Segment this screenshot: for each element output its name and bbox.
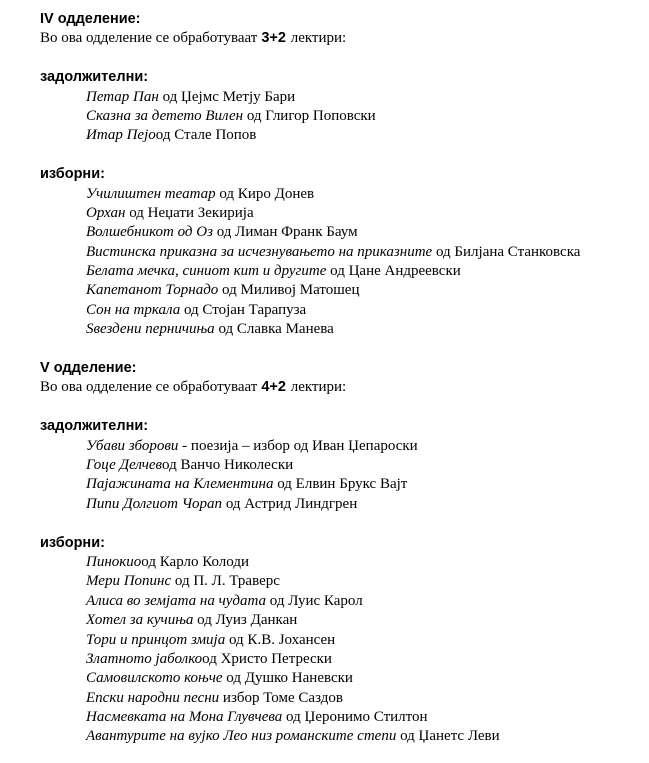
list-item — [40, 708, 640, 727]
book-title: Пипи Долгиот Чорап — [86, 495, 223, 512]
book-title: Училиштен театар — [86, 185, 216, 202]
book-title: Епски народни песни — [86, 689, 220, 706]
book-author: од Стале Попов — [155, 127, 257, 144]
intro-count: 4+2 — [261, 379, 286, 396]
list-item — [40, 611, 640, 630]
list-item — [40, 262, 640, 281]
spacer — [40, 146, 640, 165]
list-item — [40, 475, 640, 494]
list-item — [40, 495, 640, 514]
book-title: Самовилското коњче — [86, 670, 223, 687]
book-author: од Киро Донев — [215, 185, 315, 202]
mandatory-label: задолжителни: — [40, 69, 149, 86]
list-item — [40, 631, 640, 650]
list-item — [40, 243, 640, 262]
book-title: Хотел за кучиња — [86, 612, 194, 629]
book-author: од Елвин Брукс Вајт — [273, 476, 408, 493]
intro-count: 3+2 — [261, 30, 286, 47]
book-title: Убави зборови — [86, 437, 179, 454]
list-item — [40, 437, 640, 456]
book-author: од Христо Петрески — [202, 650, 332, 667]
spacer — [40, 398, 640, 417]
book-title: Мери Попинс — [86, 573, 172, 590]
book-title: Волшебникот од Оз — [86, 224, 213, 241]
book-title: Сказна за детето Вилен — [86, 107, 244, 124]
list-item — [40, 281, 640, 300]
list-item — [40, 301, 640, 320]
book-title: Вистинска приказна за исчезнувањето на приказните — [86, 243, 433, 260]
spacer — [40, 340, 640, 359]
book-author: од К.В. Јохансен — [225, 631, 336, 648]
list-item — [40, 456, 640, 475]
document-page — [40, 10, 640, 747]
book-author: од Цане Андреевски — [326, 263, 461, 280]
list-item — [40, 204, 640, 223]
book-title: Пинокио — [86, 553, 142, 570]
book-author: од Ванчо Николески — [162, 456, 294, 473]
list-item — [40, 572, 640, 591]
book-author: од Неџати Зекирија — [125, 204, 254, 221]
section-intro — [40, 29, 640, 48]
book-author: од Лиман Франк Баум — [212, 224, 358, 241]
book-author: од Луис Карол — [266, 592, 363, 609]
book-author: од Астрид Линдгрен — [222, 495, 358, 512]
list-item — [40, 185, 640, 204]
list-item — [40, 669, 640, 688]
book-author: избор Томе Саздов — [219, 689, 343, 706]
book-author: од Карло Колоди — [141, 553, 250, 570]
book-title: Капетанот Торнадо — [86, 282, 219, 299]
book-title: Насмевката на Мона Глувчева — [86, 709, 283, 726]
book-title: Сон на тркала — [86, 301, 181, 318]
list-item — [40, 223, 640, 242]
spacer — [40, 514, 640, 533]
book-author: од Луиз Данкан — [193, 612, 298, 629]
intro-suffix: лектири: — [290, 30, 347, 47]
book-title: Алиса во земјата на чудата — [86, 592, 266, 609]
book-title: Авантурите на вујко Лео низ романските степи — [86, 728, 397, 745]
book-title: Златното јаболко — [86, 650, 203, 667]
list-item — [40, 88, 640, 107]
book-author: од Билјана Станковска — [432, 243, 581, 260]
book-title: Тори и принцот змија — [86, 631, 226, 648]
book-author: од Глигор Поповски — [243, 107, 376, 124]
book-author: од Душко Наневски — [222, 670, 353, 687]
section-heading: IV одделение: — [40, 11, 141, 27]
list-item — [40, 650, 640, 669]
book-author: од Џеронимо Стилтон — [282, 709, 428, 726]
book-title: Петар Пан — [86, 88, 159, 105]
section-intro — [40, 378, 640, 397]
book-title: Итар Пејо — [86, 127, 156, 144]
list-item — [40, 553, 640, 572]
book-author: - поезија – избор од Иван Џепароски — [178, 437, 418, 454]
list-item — [40, 592, 640, 611]
book-title: Ѕвездени перничиња — [86, 321, 215, 338]
book-title: Гоце Делчев — [86, 456, 163, 473]
book-title: Белата мечка, синиот кит и другите — [86, 263, 327, 280]
list-item — [40, 126, 640, 145]
list-item — [40, 320, 640, 339]
book-author: од П. Л. Траверс — [171, 573, 280, 590]
book-author: од Миливој Матошец — [218, 282, 360, 299]
book-author: од Џејмс Метју Бари — [158, 88, 296, 105]
intro-text: Во ова одделение се обработуваат — [40, 379, 258, 396]
book-author: од Џанетс Леви — [396, 728, 500, 745]
spacer — [40, 49, 640, 68]
book-title: Орхан — [86, 204, 126, 221]
list-item — [40, 107, 640, 126]
list-item — [40, 727, 640, 746]
book-title: Пајажината на Клементина — [86, 476, 274, 493]
mandatory-label: задолжителни: — [40, 418, 149, 435]
intro-text: Во ова одделение се обработуваат — [40, 30, 258, 47]
list-item — [40, 689, 640, 708]
intro-suffix: лектири: — [290, 379, 347, 396]
book-author: од Славка Манева — [214, 321, 334, 338]
book-author: од Стојан Тарапуза — [180, 301, 307, 318]
elective-label: изборни: — [40, 534, 105, 551]
elective-label: изборни: — [40, 166, 105, 183]
section-heading: V одделение: — [40, 360, 137, 377]
